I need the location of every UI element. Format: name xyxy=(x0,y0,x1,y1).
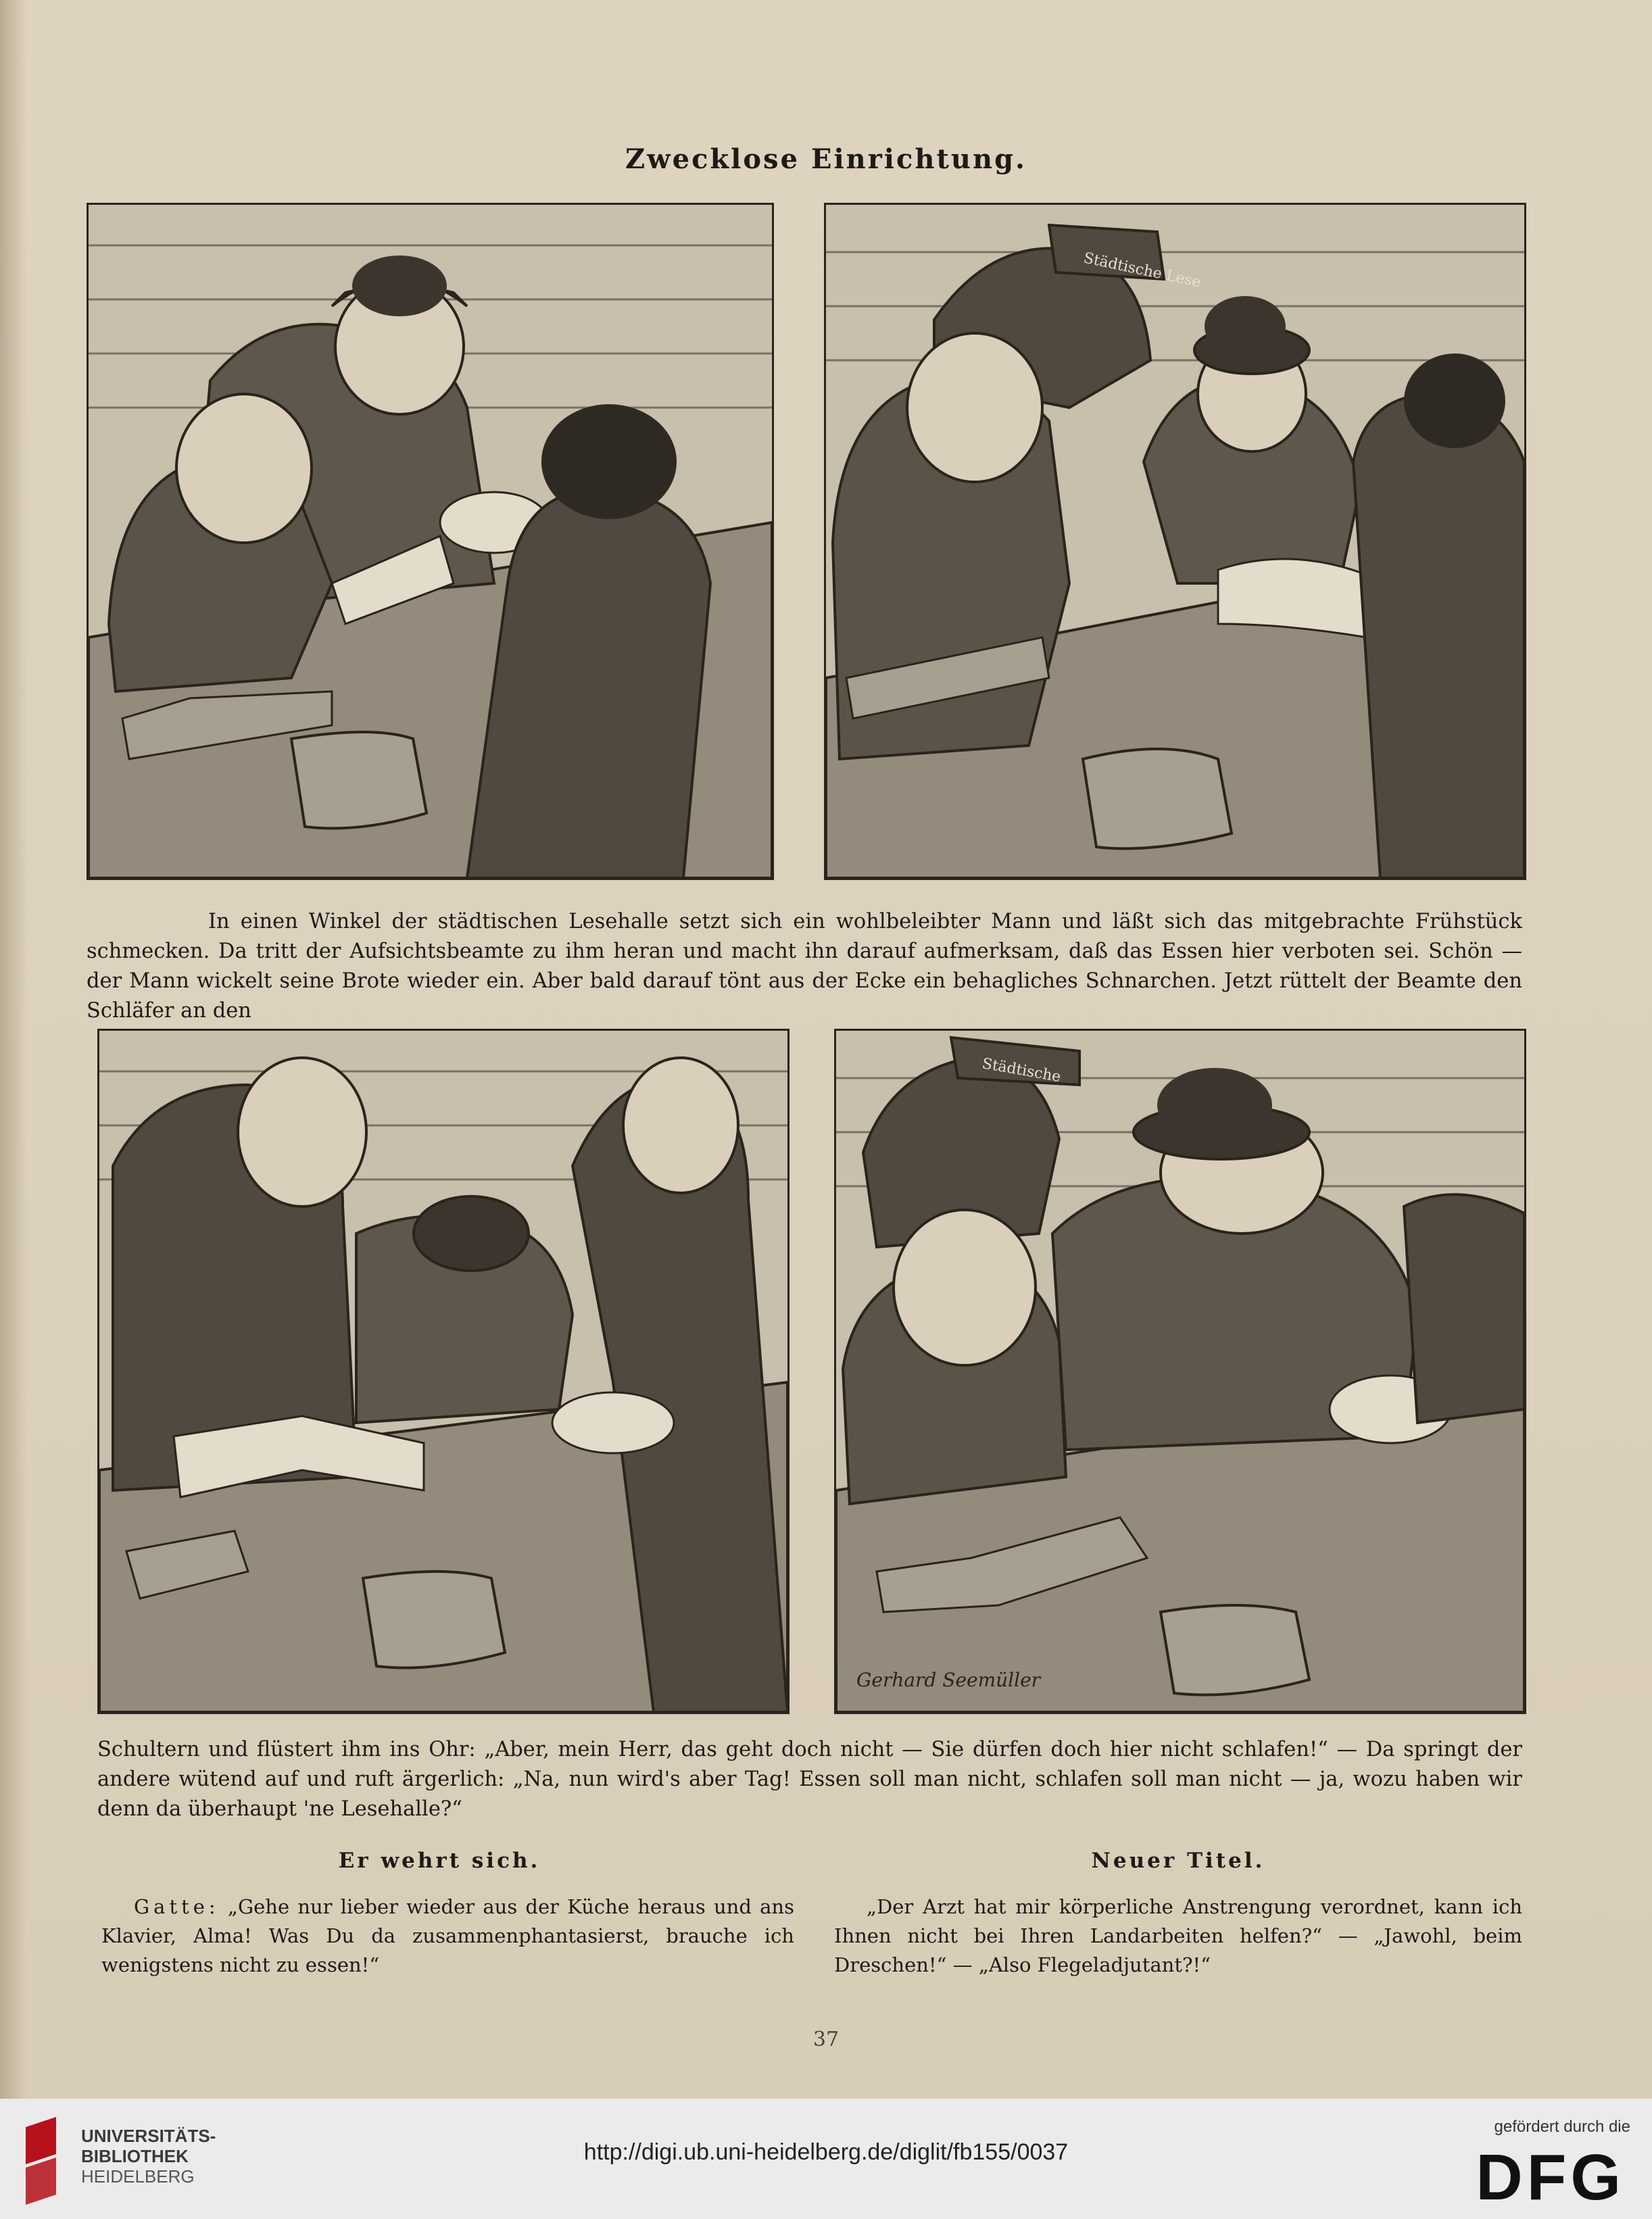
permalink-url[interactable]: http://digi.ub.uni-heidelberg.de/diglit/fb155/0037 xyxy=(583,2139,1069,2165)
panel-4-illustration xyxy=(836,1031,1524,1712)
cartoon-panel-1 xyxy=(87,203,774,880)
cartoon-panel-2 xyxy=(824,203,1526,880)
cap-label-p2: Städtische Lese xyxy=(1082,249,1202,291)
cartoon-panel-4 xyxy=(834,1029,1526,1714)
panel-2-illustration xyxy=(826,205,1524,878)
story-text-part-1: In einen Winkel der städtischen Lesehalle setzt sich ein wohlbeleibter Mann und läßt sich das mitgebrachte Frühstück schmecken. Da tritt der Aufsichtsbeamte zu ihm heran und macht ihn darauf aufmerksam, daß das Essen hier verboten sei. Schön — der Mann wickelt seine Brote wieder ein. Aber bald darauf tönt aus der Ecke ein behagliches Schnarchen. Jetzt rüttelt der Beamte den Schläfer an den xyxy=(87,910,1522,1023)
library-name-line1: UNIVERSITÄTS- xyxy=(81,2126,216,2146)
joke-text-left: „Gehe nur lieber wieder aus der Küche heraus und ans Klavier, Alma! Was Du da zusammenphantasierst, brauche ich wenigstens nicht zu essen!“ xyxy=(101,1895,794,1976)
joke-er-wehrt-sich xyxy=(101,1893,794,1980)
cap-label-p4: Städtische xyxy=(980,1055,1063,1086)
speaker-label: Gatte: xyxy=(134,1895,220,1918)
panel-3-illustration xyxy=(99,1031,787,1712)
cartoon-panel-3 xyxy=(97,1029,789,1714)
viewer-footer xyxy=(0,2099,1652,2219)
joke-neuer-titel: „Der Arzt hat mir körperliche Anstrengung verordnet, kann ich Ihnen nicht bei Ihren Landarbeiten helfen?“ — „Jawohl, beim Dreschen!“ — „Also Flegeladjutant?!“ xyxy=(834,1895,1522,1976)
panel-1-illustration xyxy=(89,205,772,878)
heading-neuer-titel: Neuer Titel. xyxy=(1091,1849,1265,1873)
page-number: 37 xyxy=(812,2028,840,2051)
story-text-part-2: Schultern und flüstert ihm ins Ohr: „Aber, mein Herr, das geht doch nicht — Sie dürfen doch hier nicht schlafen!“ — Da springt der andere wütend auf und ruft ärgerlich: „Na, nun wird's aber Tag! Essen soll man nicht, schlafen soll man nicht — ja, wozu haben wir denn da überhaupt 'ne Lesehalle?“ xyxy=(97,1738,1522,1821)
funding-note: gefördert durch die xyxy=(1494,2118,1630,2136)
library-name-line2: BIBLIOTHEK xyxy=(81,2146,189,2166)
artist-signature: Gerhard Seemüller xyxy=(856,1669,1041,1691)
page-title: Zwecklose Einrichtung. xyxy=(625,143,1027,175)
dfg-logo[interactable]: DFG xyxy=(1476,2141,1625,2214)
heading-er-wehrt-sich: Er wehrt sich. xyxy=(338,1849,541,1873)
library-name-line3: HEIDELBERG xyxy=(81,2166,195,2187)
